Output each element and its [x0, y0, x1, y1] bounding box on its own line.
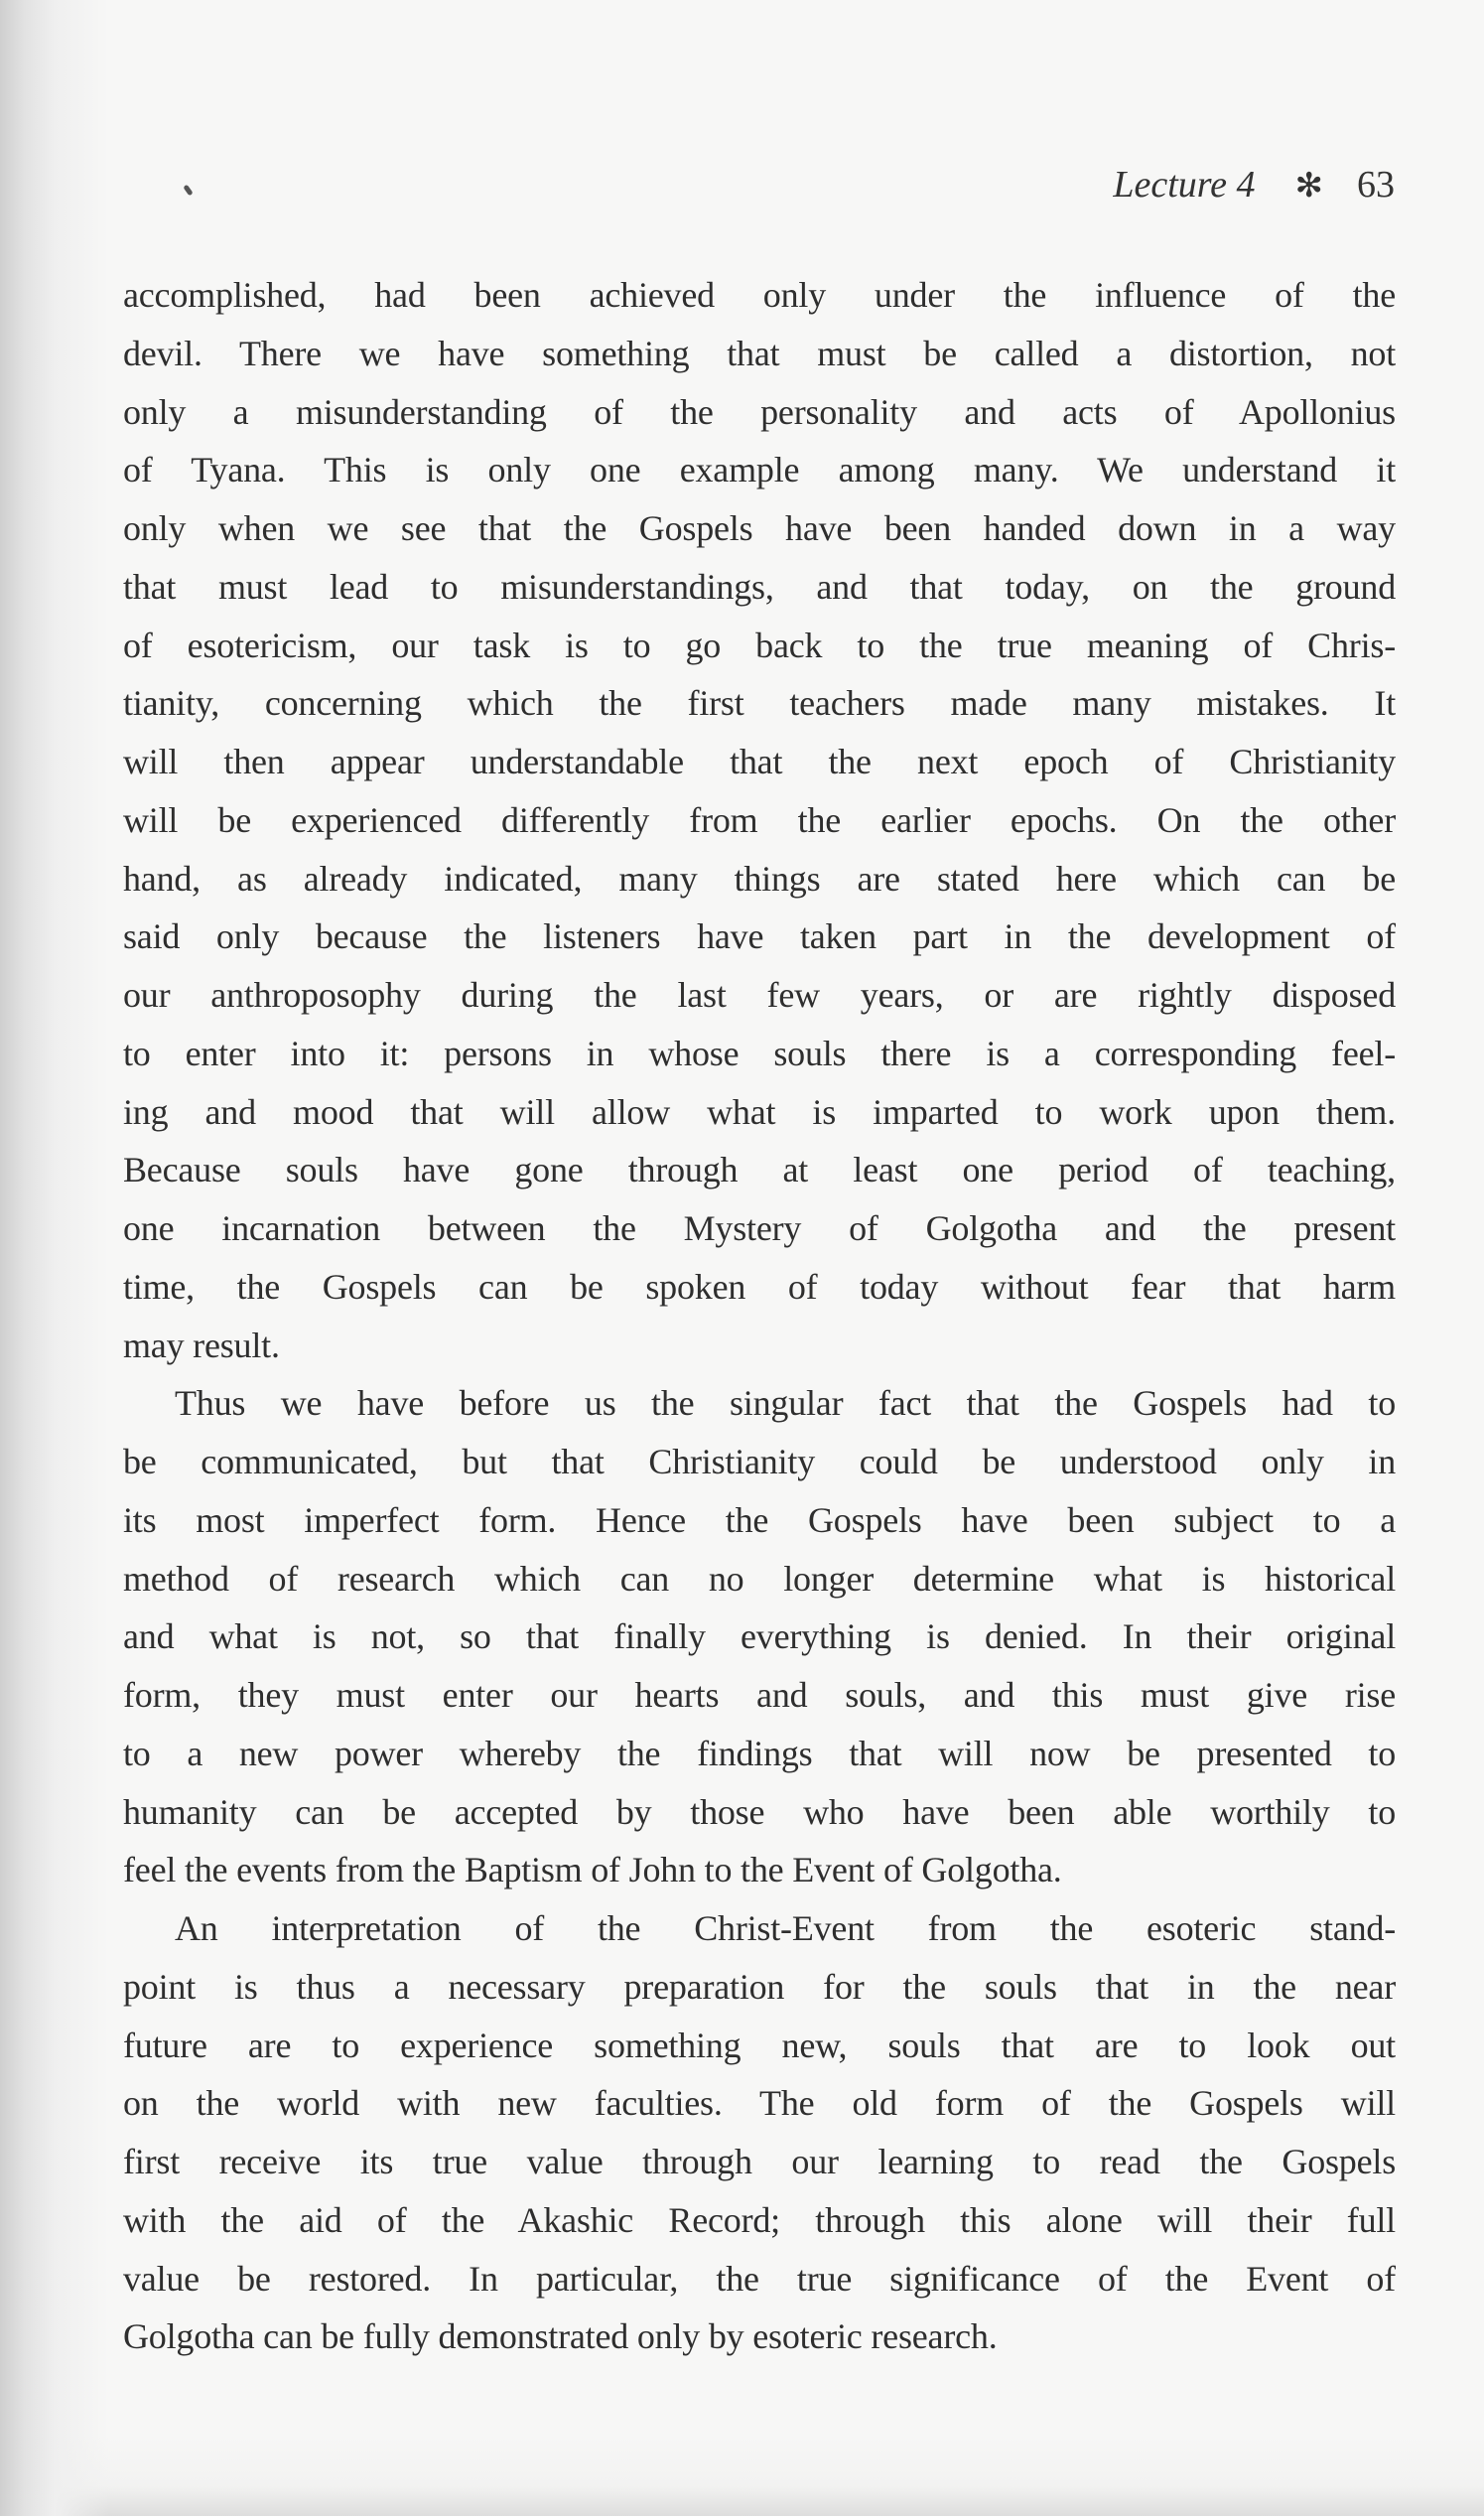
paragraph: [123, 266, 1396, 1374]
text-line: first receive its true value through our learning to read the Gospels: [123, 2142, 1396, 2181]
text-line: tianity, concerning which the first teachers made many mistakes. It: [123, 683, 1396, 724]
running-head-title: Lecture 4: [1113, 164, 1256, 206]
text-line: said only because the listeners have taken part in the development of: [123, 916, 1396, 957]
text-line: that must lead to misunderstandings, and that today, on the ground: [123, 566, 1396, 607]
text-line: and what is not, so that finally everything is denied. In their original: [123, 1616, 1396, 1657]
text-line: be communicated, but that Christianity could be understood only in: [123, 1442, 1396, 1481]
text-line: future are to experience something new, souls that are to look out: [123, 2025, 1396, 2065]
text-line: hand, as already indicated, many things are stated here which can be: [123, 858, 1396, 899]
paragraph: [123, 1374, 1396, 1899]
text-line: one incarnation between the Mystery of Golgotha and the present: [123, 1208, 1396, 1248]
text-line: value be restored. In particular, the true significance of the Event of: [123, 2258, 1396, 2299]
page-number: 63: [1357, 164, 1395, 206]
text-line: Because souls have gone through at least one period of teaching,: [123, 1150, 1396, 1190]
text-line: Golgotha can be fully demonstrated only by esoteric research.: [123, 2316, 998, 2357]
running-head: [1113, 165, 1395, 207]
text-line: point is thus a necessary preparation for the souls that in the near: [123, 1966, 1396, 2007]
text-line: on the world with new faculties. The old form of the Gospels will: [123, 2083, 1396, 2124]
text-line: Thus we have before us the singular fact that the Gospels had to: [175, 1383, 1396, 1424]
text-line: method of research which can no longer determine what is historical: [123, 1558, 1396, 1599]
paragraph: [123, 1899, 1396, 2366]
text-line: only when we see that the Gospels have been handed down in a way: [123, 508, 1396, 548]
text-line: our anthroposophy during the last few years, or are rightly disposed: [123, 975, 1396, 1015]
text-line: feel the events from the Baptism of John to the Event of Golgotha.: [123, 1850, 1062, 1890]
text-line: will be experienced differently from the earlier epochs. On the other: [123, 799, 1396, 840]
text-line: of Tyana. This is only one example among many. We understand it: [123, 450, 1396, 490]
text-line: of esotericism, our task is to go back to the true meaning of Chris-: [123, 625, 1396, 665]
ink-speck: [183, 185, 193, 197]
text-line: only a misunderstanding of the personality and acts of Apollonius: [123, 391, 1396, 432]
text-line: An interpretation of the Christ-Event from the esoteric stand-: [175, 1908, 1396, 1948]
text-line: to a new power whereby the findings that will now be presented to: [123, 1733, 1396, 1773]
text-line: will then appear understandable that the next epoch of Christianity: [123, 742, 1396, 781]
text-line: its most imperfect form. Hence the Gospels have been subject to a: [123, 1499, 1396, 1540]
text-line: form, they must enter our hearts and souls, and this must give rise: [123, 1675, 1396, 1715]
text-line: humanity can be accepted by those who have been able worthily to: [123, 1791, 1396, 1832]
asterisk-ornament-icon: ✻: [1294, 168, 1323, 205]
text-line: with the aid of the Akashic Record; through this alone will their full: [123, 2199, 1396, 2240]
text-line: accomplished, had been achieved only under the influence of the: [123, 275, 1396, 315]
text-line: time, the Gospels can be spoken of today without fear that harm: [123, 1266, 1396, 1307]
text-line: devil. There we have something that must be called a distortion, not: [123, 333, 1396, 373]
body-text: [123, 266, 1396, 2366]
text-line: ing and mood that will allow what is imparted to work upon them.: [123, 1091, 1396, 1132]
text-line: may result.: [123, 1325, 280, 1365]
text-line: to enter into it: persons in whose souls there is a corresponding feel-: [123, 1033, 1396, 1073]
